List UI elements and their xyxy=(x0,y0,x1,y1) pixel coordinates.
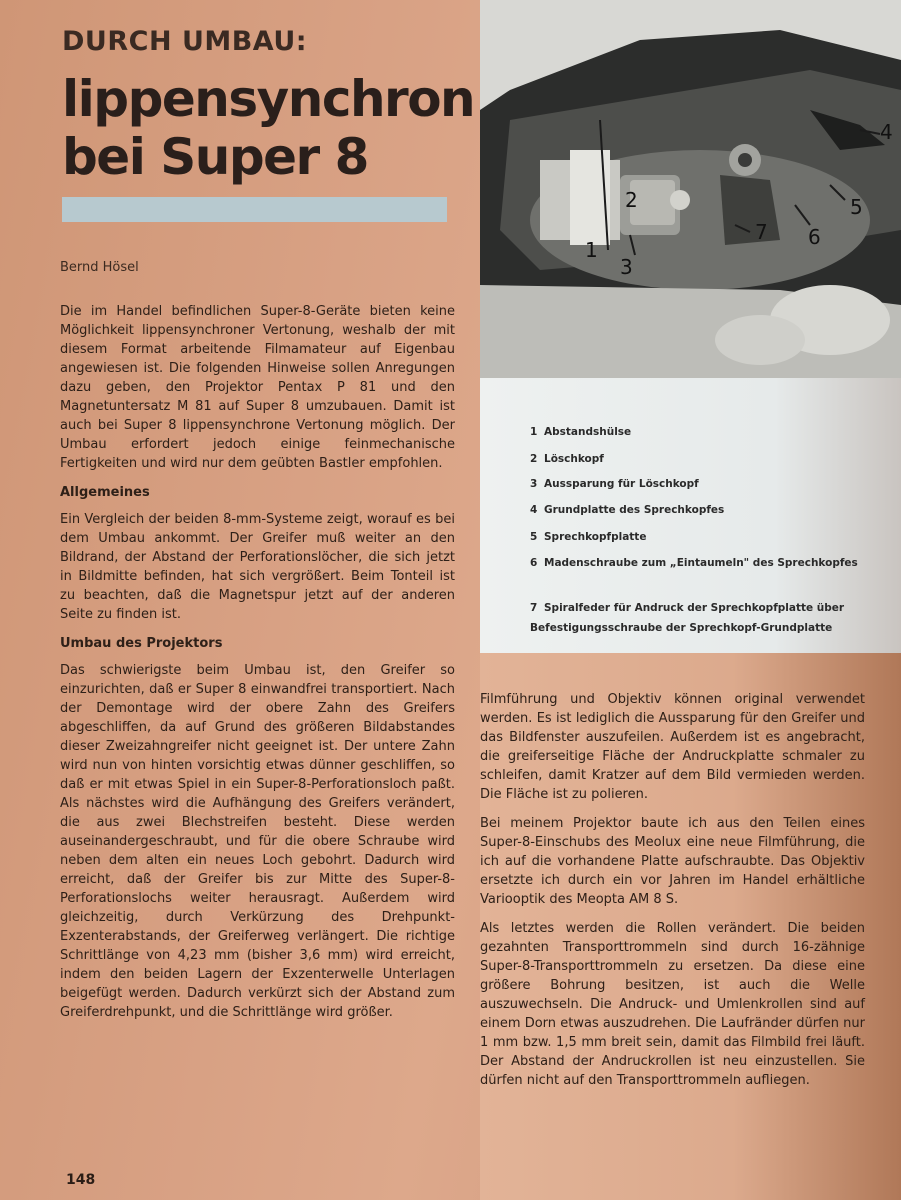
section-paragraph-allgemeines: Ein Vergleich der beiden 8-mm-Systeme zeigt, worauf es bei dem Umbau ankommt. Der Greifer muß weiter an den Bildrand, der Abstand der Perforationslöcher, die sich jetzt in Bildmitte befinden, hat sich vergrößert. Beim Tonteil ist zu beachten, daß die Magnetspur jetzt auf der anderen Seite zu finden ist. xyxy=(60,512,455,622)
caption-text: Löschkopf xyxy=(544,453,604,465)
figure-label-6: 6 xyxy=(808,225,821,249)
kicker: DURCH UMBAU: xyxy=(62,26,308,57)
caption-item xyxy=(530,598,870,638)
caption-text: Aussparung für Löschkopf xyxy=(544,478,699,490)
caption-text: Grundplatte des Sprechkopfes xyxy=(544,504,725,516)
intro-paragraph: Die im Handel befindlichen Super-8-Geräte bieten keine Möglichkeit lippensynchroner Vertonung, weshalb der mit diesem Format arbeitende Filmamateur auf Eigenbau angewiesen ist. Die folgenden Hinweise sollen Anregungen dazu geben, den Projektor Pentax P 81 und den Magnetuntersatz M 81 auf Super 8 umzubauen. Damit ist auch bei Super 8 lippensynchrone Vertonung möglich. Der Umbau erfordert jedoch einige feinmechanische Fertigkeiten und wird nur dem geübten Bastler empfohlen. xyxy=(60,304,455,471)
figure-label-2: 2 xyxy=(625,188,638,212)
figure-label-7: 7 xyxy=(755,220,768,244)
right-paragraph-3: Als letztes werden die Rollen verändert. Die beiden gezahnten Transporttrommeln sind durch 16-zähnige Super-8-Transporttrommeln zu ersetzen. Da diese eine größere Bohrung besitzen, ist auch die Welle auszuwechseln. Die Andruck- und Umlenkrollen sind auf einem Dorn etwas auszudrehen. Die Laufränder dürfen nur 1 mm bzw. 1,5 mm breit sein, damit das Filmbild frei läuft. Der Abstand der Andruckrollen ist neu einzustellen. Sie dürfen nicht auf den Transporttrommeln aufliegen. xyxy=(480,921,865,1088)
section-paragraph-umbau: Das schwierigste beim Umbau ist, den Greifer so einzurichten, daß er Super 8 einwandfrei transportiert. Nach der Demontage wird der obere Zahn des Greifers abgeschliffen, da auf Grund des größeren Bildabstandes dieser Zweizahngreifer nicht geeignet ist. Der untere Zahn wird nun von hinten vorsichtig etwas dünner geschliffen, so daß er mit etwas Spiel in ein Super-8-Perforationsloch paßt. Als nächstes wird die Aufhängung des Greifers verändert, die aus zwei Blechstreifen besteht. Diese werden auseinandergeschraubt, und für die obere Schraube wird neben dem alten ein neues Loch gebohrt. Dadurch wird erreicht, daß der Greifer bis zur Mitte des Super-8-Perforationslochs weiter herausragt. Außerdem wird gleichzeitig, durch Verkürzung des Drehpunkt-Exzenterabstands, der Greiferweg verlängert. Die richtige Schrittlänge von 4,23 mm (bisher 3,6 mm) wird erreicht, indem den beiden Lagern der Exzenterwelle Unterlagen beigefügt werden. Dadurch verkürzt sich der Abstand zum Greiferdrehpunkt, und die Schrittlänge wird größer. xyxy=(60,663,455,1020)
caption-number: 6 xyxy=(530,557,538,569)
caption-text: Abstandshülse xyxy=(544,426,632,438)
caption-number: 3 xyxy=(530,478,538,490)
figure-label-3: 3 xyxy=(620,255,633,279)
title-underline-bar xyxy=(62,197,447,222)
right-column xyxy=(480,690,865,1090)
caption-item xyxy=(530,553,870,573)
section-heading-umbau: Umbau des Projektors xyxy=(60,636,223,651)
caption-number: 1 xyxy=(530,426,538,438)
author: Bernd Hösel xyxy=(60,260,139,275)
left-column xyxy=(60,302,455,1022)
figure-label-1: 1 xyxy=(585,238,598,262)
caption-item xyxy=(530,449,870,469)
caption-item xyxy=(530,474,870,494)
caption-text: Sprechkopfplatte xyxy=(544,531,647,543)
caption-text: Madenschraube zum „Eintaumeln" des Sprechkopfes xyxy=(544,557,858,569)
headline-line-1: lippensynchron xyxy=(62,70,475,128)
projector-mechanism-illustration xyxy=(480,0,901,378)
headline xyxy=(62,70,475,186)
right-paragraph-2: Bei meinem Projektor baute ich aus den Teilen eines Super-8-Einschubs des Meolux eine neue Filmführung, die ich auf die vorhandene Platte aufschraubte. Das Objektiv ersetzte ich durch ein vor Jahren im Handel erhältliche Variooptik des Meopta AM 8 S. xyxy=(480,816,865,907)
figure-label-5: 5 xyxy=(850,195,863,219)
caption-number: 2 xyxy=(530,453,538,465)
caption-number: 5 xyxy=(530,531,538,543)
caption-item xyxy=(530,527,870,547)
caption-number: 7 xyxy=(530,602,538,614)
section-heading-allgemeines: Allgemeines xyxy=(60,485,150,500)
projector-photo xyxy=(480,0,901,378)
headline-line-2: bei Super 8 xyxy=(62,128,368,186)
caption-number: 4 xyxy=(530,504,538,516)
caption-item xyxy=(530,500,870,520)
right-paragraph-1: Filmführung und Objektiv können original verwendet werden. Es ist lediglich die Aussparung für den Greifer und das Bildfenster auszufeilen. Außerdem ist es angebracht, die greiferseitige Fläche der Andruckplatte schmaler zu schleifen, damit Kratzer auf dem Bild vermieden werden. Die Fläche ist zu polieren. xyxy=(480,692,865,802)
page-number: 148 xyxy=(66,1172,96,1188)
caption-text: Spiralfeder für Andruck der Sprechkopfplatte über Befestigungsschraube der Sprechkopf-Grundplatte xyxy=(530,602,845,634)
figure-label-4: 4 xyxy=(880,120,893,144)
caption-item xyxy=(530,422,870,442)
